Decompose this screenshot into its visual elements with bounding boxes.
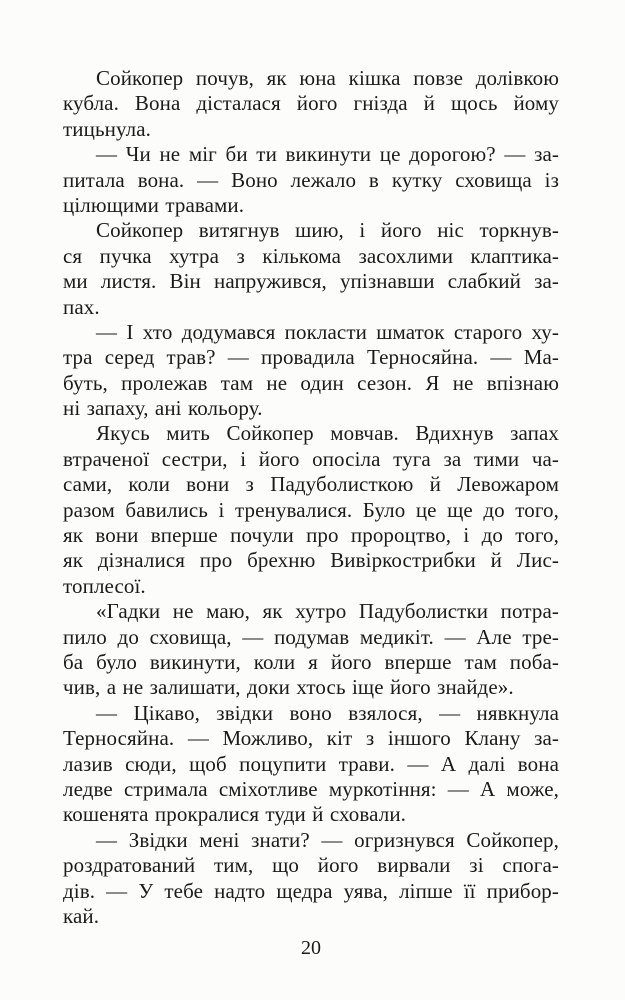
text-line: — Цікаво, звідки воно взялося, — нявкнула [96, 700, 559, 725]
text-line: тицьнула. [63, 116, 151, 141]
text-line: ні запаху, ані кольору. [63, 396, 263, 421]
paragraph [63, 828, 559, 930]
text-line: сами, коли вони з Падуболисткою й Левожаром [63, 472, 559, 497]
text-line: тра серед трав? — провадила Терносяйна. — Ма- [63, 345, 559, 370]
text-line: Сойкопер почув, як юна кішка повзе долівкою [96, 66, 559, 90]
paragraph [63, 320, 559, 422]
text-line: лазив сюди, щоб поцупити трави. — А далі вона [63, 751, 559, 776]
text-line: — Чи не міг би ти викинути це дорогою? — за- [96, 142, 559, 167]
text-line: пах. [63, 294, 100, 319]
text-line: разом бавились і тренувалися. Було це ще до того, [63, 497, 559, 522]
text-line: ледве стримала сміхотливе муркотіння: — А може, [63, 776, 559, 801]
text-line: «Гадки не маю, як хутро Падуболистки потра- [96, 599, 559, 624]
text-line: — Звідки мені знати? — огризнувся Сойкопер, [96, 827, 559, 852]
text-line: пило до сховища, — подумав медикіт. — Але тре- [63, 624, 559, 649]
paragraph [63, 218, 559, 320]
paragraph [63, 599, 559, 701]
text-line: як дізналися про брехню Вивіркострибки й Лис- [63, 548, 559, 573]
text-line: кубла. Вона дісталася його гнізда й щось йому [63, 91, 559, 116]
text-line: кай. [63, 903, 100, 928]
text-line: кошенята прокралися туди й сховали. [63, 802, 407, 827]
text-line: цілющими травами. [63, 192, 245, 217]
text-line: топлесої. [63, 573, 146, 598]
text-line: Терносяйна. — Можливо, кіт з іншого Клану за- [63, 726, 559, 751]
text-line: дів. — У тебе надто щедра уява, ліпше її прибор- [63, 878, 559, 903]
text-line: як вони вперше почули про пророцтво, і до того, [63, 523, 559, 548]
text-line: роздратований тим, що його вирвали зі спога- [63, 853, 559, 878]
text-line: буть, пролежав там не один сезон. Я не впізнаю [63, 370, 559, 395]
paragraph [63, 142, 559, 218]
text-block [63, 66, 559, 929]
paragraph [63, 421, 559, 599]
text-line: ба було викинути, коли я його вперше там поба- [63, 649, 559, 674]
text-line: Якусь мить Сойкопер мовчав. Вдихнув запах [96, 421, 559, 446]
text-line: ми листя. Він напружився, упізнавши слабкий за- [63, 269, 559, 294]
paragraph [63, 66, 559, 142]
text-line: Сойкопер витягнув шию, і його ніс торкнув- [96, 218, 559, 243]
page-number: 20 [301, 937, 321, 959]
text-line: — І хто додумався покласти шматок старого ху- [96, 319, 559, 344]
paragraph [63, 701, 559, 828]
text-line: ся пучка хутра з кількома засохлими клаптика- [63, 243, 559, 268]
text-line: втраченої сестри, і його опосіла туга за тими ча- [63, 446, 559, 471]
text-line: чив, а не залишати, доки хтось іще його знайде». [63, 675, 514, 700]
text-line: питала вона. — Воно лежало в кутку сховища із [63, 167, 559, 192]
